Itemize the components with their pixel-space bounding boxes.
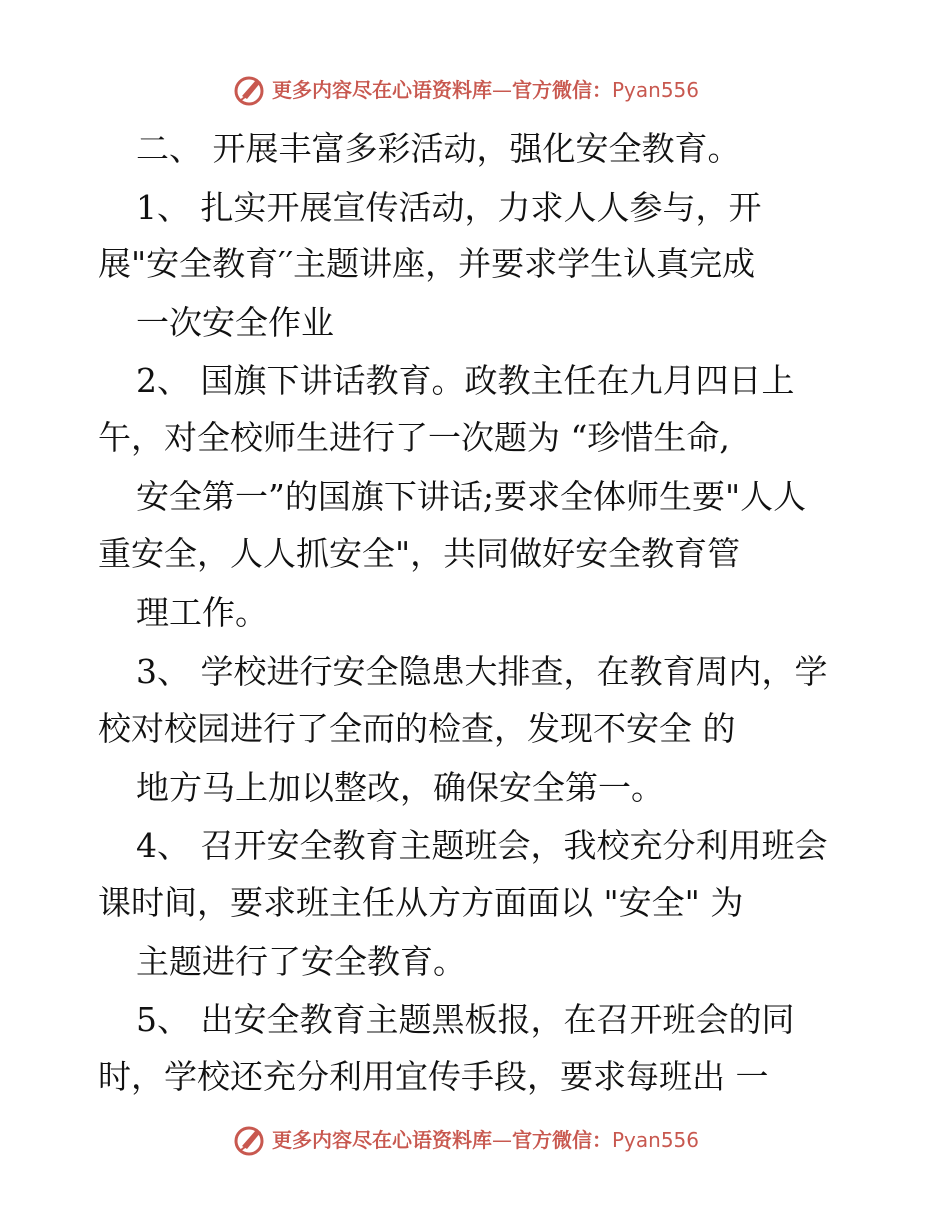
quill-pen-logo-icon	[232, 72, 268, 108]
doc-line: 时，学校还充分利用宜传手段，要求每班出 一	[98, 1057, 769, 1096]
doc-line: 二、 开展丰富多彩活动，强化安全教育。	[136, 129, 741, 168]
doc-line: 安全第一”的国旗下讲话;要求全体师生要"人人	[136, 477, 807, 516]
doc-line: 重安全，人人抓安全"，共同做好安全教育管	[98, 534, 741, 573]
doc-line: 5、 出安全教育主题黑板报，在召开班会的同	[136, 1000, 795, 1039]
banner-wechat-id: Pyan556	[612, 1128, 700, 1152]
doc-line: 展"安全教育′′主题讲座，并要求学生认真完成	[98, 244, 756, 283]
doc-line: 校对校园进行了全而的检查，发现不安全 的	[98, 709, 736, 748]
doc-line: 理工作。	[136, 593, 268, 632]
banner-dash: —	[492, 78, 512, 102]
doc-line: 地方马上加以整改，确保安全第一。	[136, 768, 664, 807]
footer-banner	[0, 1120, 950, 1160]
banner-official-label: 官方微信：	[512, 78, 612, 102]
banner-official-label: 官方微信：	[512, 1128, 612, 1152]
doc-line: 3、 学校进行安全隐患大排查，在教育周内，学	[136, 652, 828, 691]
banner-text	[272, 76, 699, 104]
doc-line: 1、 扎实开展宣传活动，力求人人参与，开	[136, 188, 762, 227]
banner-text	[272, 1126, 699, 1154]
banner-dash: —	[492, 1128, 512, 1152]
quill-pen-logo-icon	[232, 1122, 268, 1158]
doc-line: 4、 召开安全教育主题班会，我校充分利用班会	[136, 826, 828, 865]
banner-wechat-id: Pyan556	[612, 78, 700, 102]
doc-line: 主题进行了安全教育。	[136, 942, 466, 981]
doc-line: 课时间，要求班主任从方方面面以 "安全" 为	[98, 883, 744, 922]
banner-main-text: 更多内容尽在心语资料库	[272, 78, 492, 102]
banner-main-text: 更多内容尽在心语资料库	[272, 1128, 492, 1152]
doc-line: 2、 国旗下讲话教育。政教主任在九月四日上	[136, 361, 795, 400]
header-banner	[0, 70, 950, 110]
doc-line: 午，对全校师生进行了一次题为 “珍惜生命,	[98, 418, 730, 457]
doc-line: 一次安全作业	[136, 303, 334, 342]
